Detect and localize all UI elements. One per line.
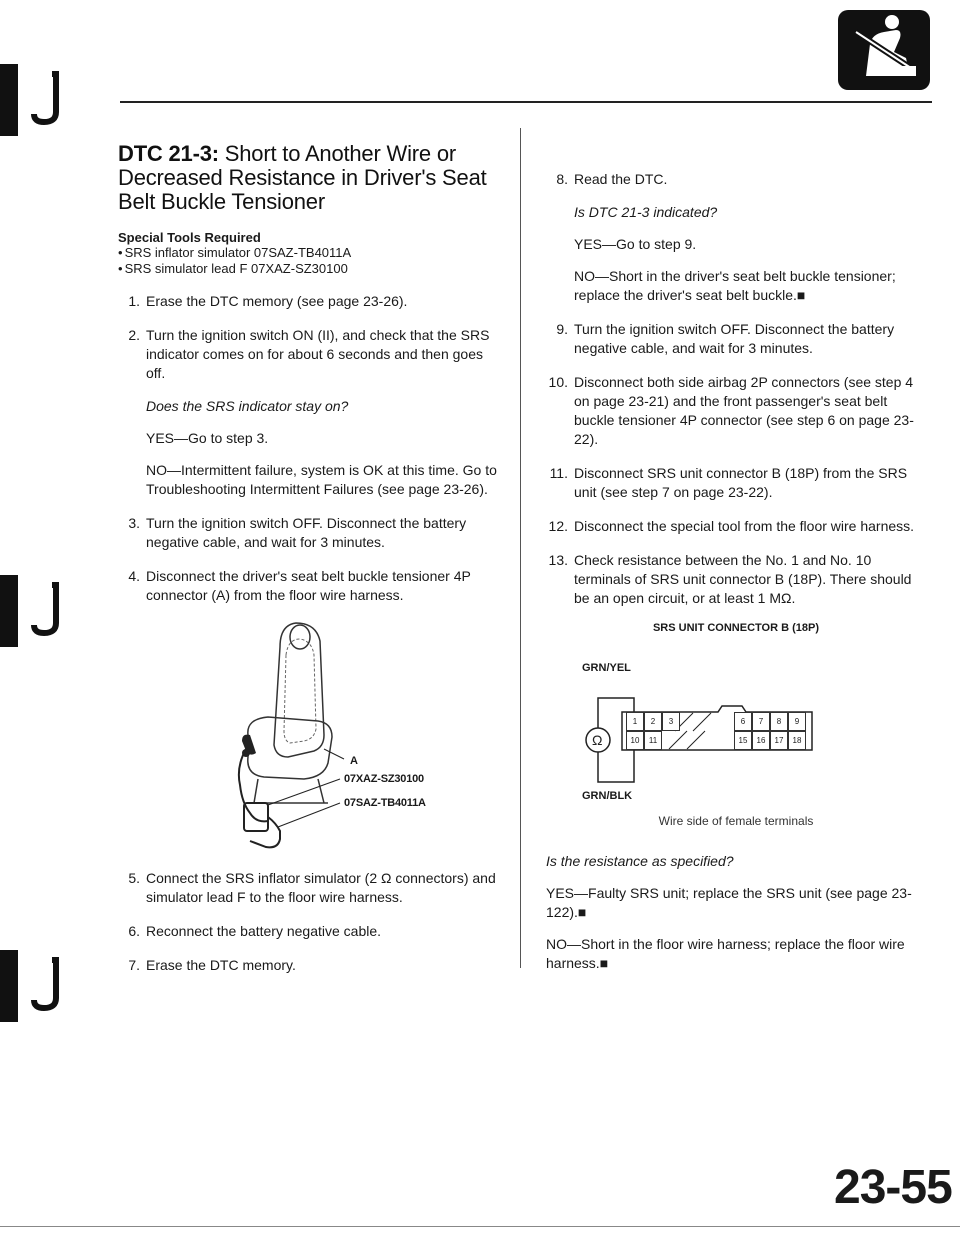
- step-8: 8. Read the DTC. Is DTC 21-3 indicated? YES—Go to step 9. NO—Short in the driver's seat belt buckle tensioner; replace the driver's seat belt buckle.■: [546, 170, 926, 305]
- terminal-18: 18: [788, 731, 806, 750]
- wire-label-top: GRN/YEL: [582, 662, 631, 674]
- wire-label-bottom: GRN/BLK: [582, 790, 633, 802]
- no-branch: NO—Short in the driver's seat belt buckle tensioner; replace the driver's seat belt buckle.■: [574, 268, 896, 303]
- seat-illustration: [118, 617, 500, 855]
- special-tools-heading: Special Tools Required: [118, 230, 261, 245]
- terminal-blank: [680, 712, 698, 731]
- connector-caption: Wire side of female terminals: [658, 814, 814, 828]
- terminal-7: 7: [752, 712, 770, 731]
- binder-mark-middle: [0, 575, 70, 647]
- no-branch: NO—Short in the floor wire harness; replace the floor wire harness.■: [546, 936, 905, 971]
- terminal-2: 2: [644, 712, 662, 731]
- left-column: [118, 142, 500, 975]
- terminal-11: 11: [644, 731, 662, 750]
- terminal-15: 15: [734, 731, 752, 750]
- step-9: 9. Turn the ignition switch OFF. Disconnect the battery negative cable, and wait for 3 minutes.: [556, 321, 895, 356]
- page-number: 23-55: [834, 1161, 952, 1214]
- seat-figure: [118, 617, 500, 855]
- terminal-9: 9: [788, 712, 806, 731]
- page-title: DTC 21-3: Short to Another Wire or Decreased Resistance in Driver's Seat Belt Buckle Tensioner: [118, 141, 487, 214]
- step-13: 13. Check resistance between the No. 1 and No. 10 terminals of SRS unit connector B (18P). There should be an open circuit, or at least 1 MΩ.: [548, 552, 912, 606]
- callout-connector-a: A: [350, 755, 358, 767]
- step-10: 10. Disconnect both side airbag 2P connectors (see step 4 on page 23-21) and the front passenger's seat belt buckle tensioner 4P connector (see step 6 on page 23-22).: [548, 374, 914, 447]
- question: Is DTC 21-3 indicated?: [574, 204, 718, 220]
- binder-mark-top: [0, 64, 70, 136]
- bottom-rule: [0, 1226, 960, 1227]
- yes-branch: YES—Go to step 9.: [574, 236, 697, 252]
- terminal-1: 1: [626, 712, 644, 731]
- terminal-blank: [662, 731, 680, 750]
- question: Does the SRS indicator stay on?: [146, 398, 349, 414]
- step-12: 12. Disconnect the special tool from the floor wire harness.: [548, 518, 915, 534]
- yes-branch: YES—Go to step 3.: [146, 430, 269, 446]
- step-6: 6. Reconnect the battery negative cable.: [128, 923, 382, 939]
- header-rule: [120, 101, 932, 103]
- terminal-8: 8: [770, 712, 788, 731]
- column-divider: [520, 128, 521, 968]
- step-1: 1. Erase the DTC memory (see page 23-26).: [128, 293, 408, 309]
- step-5: 5. Connect the SRS inflator simulator (2 Ω connectors) and simulator lead F to the floor wire harness.: [128, 870, 496, 905]
- binder-mark-bottom: [0, 950, 70, 1022]
- right-column: [546, 142, 926, 973]
- step-7: 7. Erase the DTC memory.: [128, 957, 296, 973]
- terminal-3: 3: [662, 712, 680, 731]
- step-2: 2. Turn the ignition switch ON (II), and check that the SRS indicator comes on for about 6 seconds and then goes off. Does the SRS indicator stay on? YES—Go to step 3. NO—Intermittent failure, system is OK at this time. Go to Troubleshooting Intermittent Failures (see page 23-26).: [118, 326, 500, 499]
- terminal-blank: [698, 712, 716, 731]
- terminal-10: 10: [626, 731, 644, 750]
- callout-inflator-simulator: 07SAZ-TB4011A: [344, 797, 426, 809]
- step-4: 4. Disconnect the driver's seat belt buckle tensioner 4P connector (A) from the floor wire harness.: [128, 568, 471, 603]
- no-branch: NO—Intermittent failure, system is OK at this time. Go to Troubleshooting Intermittent Failures (see page 23-26).: [146, 462, 497, 497]
- connector-title: SRS UNIT CONNECTOR B (18P): [652, 622, 820, 634]
- tool-item: • SRS simulator lead F 07XAZ-SZ30100: [118, 261, 500, 277]
- seat-belt-section-icon: [836, 8, 932, 92]
- svg-text:Ω: Ω: [592, 732, 603, 748]
- connector-figure: [546, 622, 926, 852]
- tool-item: • SRS inflator simulator 07SAZ-TB4011A: [118, 245, 500, 261]
- question: Is the resistance as specified?: [546, 853, 734, 869]
- yes-branch: YES—Faulty SRS unit; replace the SRS unit (see page 23-122).■: [546, 885, 912, 920]
- terminal-17: 17: [770, 731, 788, 750]
- terminal-16: 16: [752, 731, 770, 750]
- step-3: 3. Turn the ignition switch OFF. Disconnect the battery negative cable, and wait for 3 minutes.: [128, 515, 467, 550]
- terminal-blank: [680, 731, 698, 750]
- special-tools-list: [118, 245, 500, 277]
- callout-simulator-lead: 07XAZ-SZ30100: [344, 773, 424, 785]
- step-13-result: [546, 852, 926, 973]
- step-11: 11. Disconnect SRS unit connector B (18P) from the SRS unit (see step 7 on page 23-22).: [549, 465, 908, 500]
- terminal-6: 6: [734, 712, 752, 731]
